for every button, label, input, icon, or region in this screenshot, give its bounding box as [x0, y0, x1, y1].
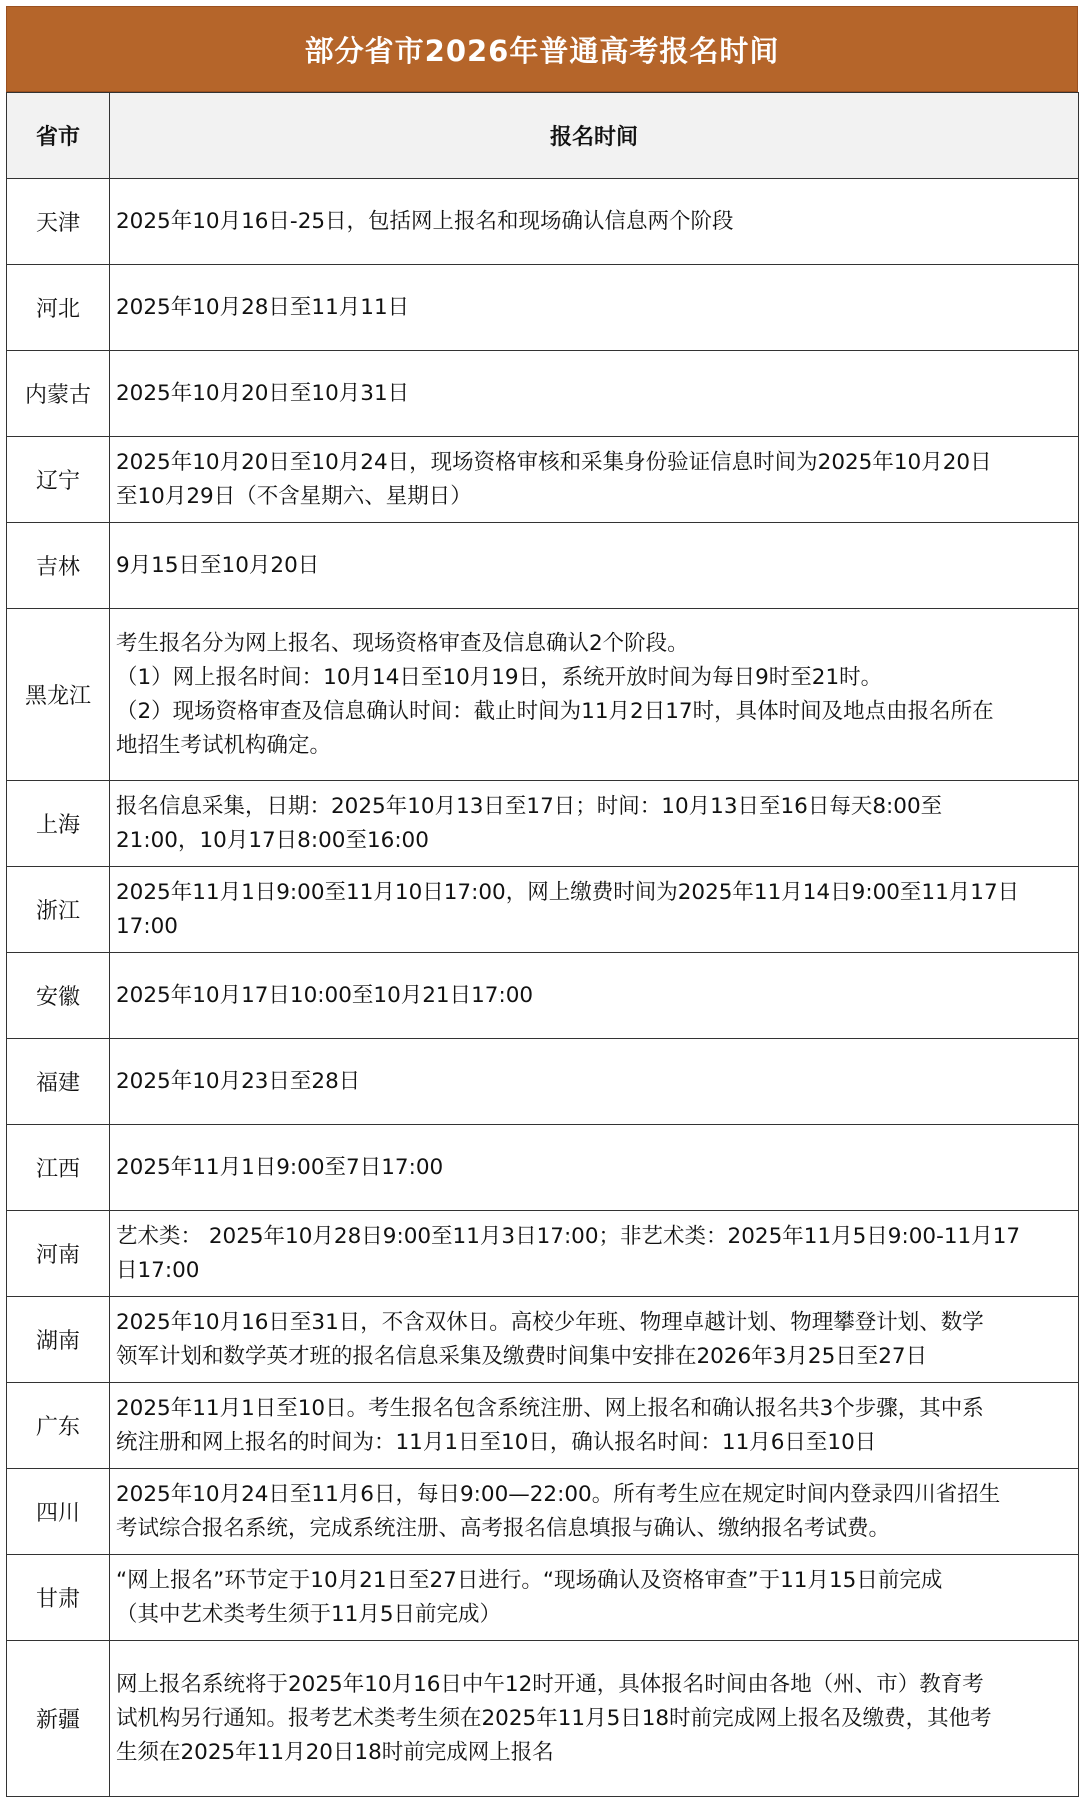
province-cell: 黑龙江 [7, 609, 110, 781]
table-row [7, 781, 1079, 867]
time-cell [110, 953, 1079, 1039]
table-row [7, 1039, 1079, 1125]
time-line: 至10月29日（不含星期六、星期日） [116, 483, 472, 509]
table-row [7, 1383, 1079, 1469]
province-cell: 安徽 [7, 953, 110, 1039]
table-row [7, 179, 1079, 265]
province-cell: 甘肃 [7, 1555, 110, 1641]
time-cell [110, 1039, 1079, 1125]
province-cell: 四川 [7, 1469, 110, 1555]
time-line: 2025年11月1日至10日。考生报名包含系统注册、网上报名和确认报名共3个步骤，其中系 [116, 1395, 984, 1421]
time-line: 日17:00 [116, 1257, 200, 1283]
time-cell [110, 1297, 1079, 1383]
time-cell [110, 179, 1079, 265]
province-cell: 新疆 [7, 1641, 110, 1797]
schedule-table [6, 92, 1079, 1797]
province-cell: 辽宁 [7, 437, 110, 523]
time-line: 报名信息采集，日期：2025年10月13日至17日；时间：10月13日至16日每天8:00至 [116, 793, 943, 819]
time-cell [110, 1641, 1079, 1797]
time-line: 考生报名分为网上报名、现场资格审查及信息确认2个阶段。 [116, 630, 689, 656]
time-line: 2025年11月1日9:00至7日17:00 [116, 1154, 444, 1180]
province-cell: 江西 [7, 1125, 110, 1211]
time-line: 统注册和网上报名的时间为：11月1日至10日，确认报名时间：11月6日至10日 [116, 1429, 877, 1455]
table-row [7, 867, 1079, 953]
province-cell: 内蒙古 [7, 351, 110, 437]
time-line: （1）网上报名时间：10月14日至10月19日，系统开放时间为每日9时至21时。 [116, 664, 883, 690]
header-row [7, 93, 1079, 179]
time-cell [110, 1211, 1079, 1297]
time-line: 2025年10月20日至10月24日，现场资格审核和采集身份验证信息时间为2025年10月20日 [116, 449, 992, 475]
time-line: “网上报名”环节定于10月21日至27日进行。“现场确认及资格审查”于11月15日前完成 [116, 1567, 943, 1593]
table-row [7, 609, 1079, 781]
time-cell [110, 609, 1079, 781]
table-row [7, 1297, 1079, 1383]
registration-schedule [6, 6, 1078, 1797]
time-line: 17:00 [116, 913, 178, 939]
table-row [7, 1211, 1079, 1297]
time-line: 2025年10月17日10:00至10月21日17:00 [116, 982, 534, 1008]
time-line: 2025年10月20日至10月31日 [116, 380, 410, 406]
time-line: 2025年11月1日9:00至11月10日17:00，网上缴费时间为2025年11月14日9:00至11月17日 [116, 879, 1020, 905]
table-title: 部分省市2026年普通高考报名时间 [6, 6, 1078, 92]
table-row [7, 953, 1079, 1039]
table-row [7, 351, 1079, 437]
time-line: 2025年10月16日-25日，包括网上报名和现场确认信息两个阶段 [116, 208, 734, 234]
time-cell [110, 265, 1079, 351]
time-line: 考试综合报名系统，完成系统注册、高考报名信息填报与确认、缴纳报名考试费。 [116, 1515, 891, 1541]
time-cell [110, 523, 1079, 609]
time-cell [110, 867, 1079, 953]
time-cell [110, 1555, 1079, 1641]
time-cell [110, 1125, 1079, 1211]
time-cell [110, 1469, 1079, 1555]
province-cell: 天津 [7, 179, 110, 265]
time-line: 2025年10月23日至28日 [116, 1068, 361, 1094]
time-line: 艺术类： 2025年10月28日9:00至11月3日17:00；非艺术类：2025年11月5日9:00-11月17 [116, 1223, 1021, 1249]
time-line: 网上报名系统将于2025年10月16日中午12时开通，具体报名时间由各地（州、市）教育考 [116, 1671, 984, 1697]
province-cell: 浙江 [7, 867, 110, 953]
time-line: 2025年10月16日至31日，不含双休日。高校少年班、物理卓越计划、物理攀登计划、数学 [116, 1309, 984, 1335]
table-row [7, 265, 1079, 351]
time-line: 领军计划和数学英才班的报名信息采集及缴费时间集中安排在2026年3月25日至27日 [116, 1343, 928, 1369]
table-row [7, 523, 1079, 609]
time-cell [110, 437, 1079, 523]
province-cell: 湖南 [7, 1297, 110, 1383]
time-line: 2025年10月24日至11月6日，每日9:00—22:00。所有考生应在规定时间内登录四川省招生 [116, 1481, 1001, 1507]
time-cell [110, 1383, 1079, 1469]
time-cell [110, 781, 1079, 867]
table-row [7, 1555, 1079, 1641]
table-row [7, 1125, 1079, 1211]
province-cell: 广东 [7, 1383, 110, 1469]
time-line: 9月15日至10月20日 [116, 552, 320, 578]
time-line: 地招生考试机构确定。 [116, 732, 332, 758]
time-line: （2）现场资格审查及信息确认时间：截止时间为11月2日17时，具体时间及地点由报名所在 [116, 698, 994, 724]
header-time: 报名时间 [110, 93, 1079, 179]
time-line: 21:00，10月17日8:00至16:00 [116, 827, 429, 853]
province-cell: 吉林 [7, 523, 110, 609]
header-province: 省市 [7, 93, 110, 179]
time-line: 2025年10月28日至11月11日 [116, 294, 410, 320]
province-cell: 上海 [7, 781, 110, 867]
province-cell: 福建 [7, 1039, 110, 1125]
province-cell: 河南 [7, 1211, 110, 1297]
table-row [7, 1641, 1079, 1797]
time-line: 试机构另行通知。报考艺术类考生须在2025年11月5日18时前完成网上报名及缴费，其他考 [116, 1705, 992, 1731]
time-cell [110, 351, 1079, 437]
time-line: 生须在2025年11月20日18时前完成网上报名 [116, 1739, 554, 1765]
table-row [7, 437, 1079, 523]
table-row [7, 1469, 1079, 1555]
time-line: （其中艺术类考生须于11月5日前完成） [116, 1601, 502, 1627]
province-cell: 河北 [7, 265, 110, 351]
